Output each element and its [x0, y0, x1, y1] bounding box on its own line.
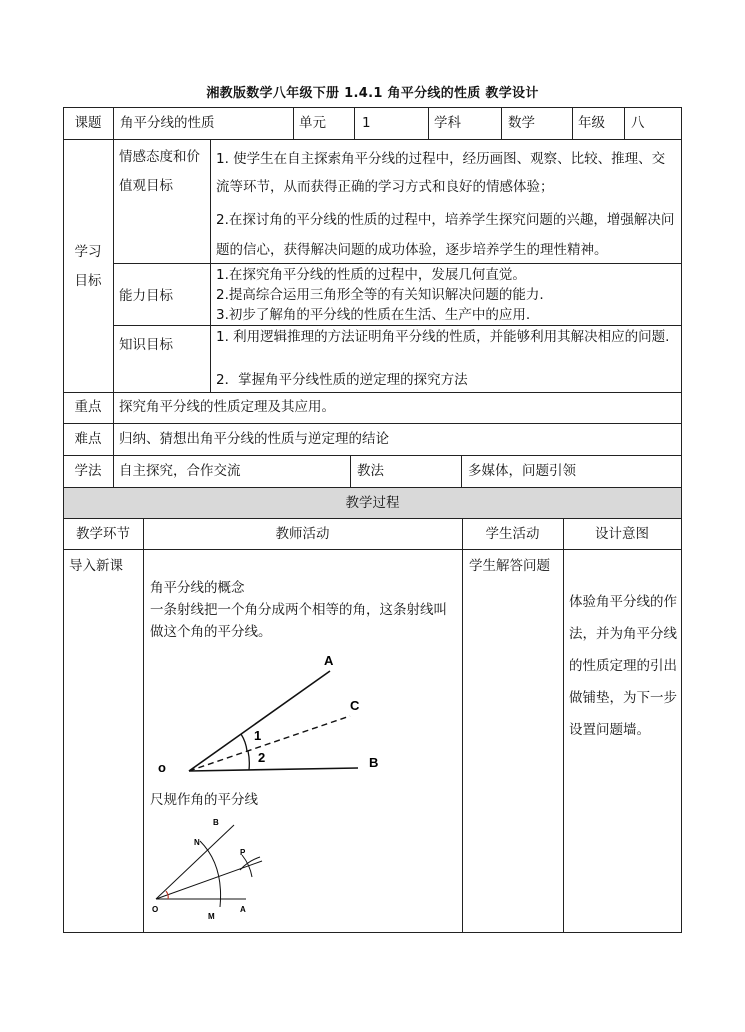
- table-border: [63, 549, 682, 550]
- ability-goal-label: 能力目标: [119, 288, 173, 304]
- concept-text: 一条射线把一个角分成两个相等的角，这条射线叫做这个角的平分线。: [150, 602, 447, 640]
- ability-goal-item: 2.提高综合运用三角形全等的有关知识解决问题的能力.: [216, 287, 544, 303]
- table-border: [63, 107, 682, 108]
- table-border: [501, 107, 502, 139]
- key-point-label: 重点: [74, 399, 102, 415]
- topic-label: 课题: [74, 115, 102, 131]
- angle-1-label: 1: [254, 728, 262, 743]
- label-o: o: [158, 760, 166, 775]
- construction-title: 尺规作角的平分线: [150, 792, 258, 808]
- ray-oc: [189, 716, 350, 771]
- column-header-student: 学生活动: [485, 526, 540, 542]
- bisector-op: [156, 861, 262, 899]
- table-border: [63, 139, 682, 140]
- label-a: A: [240, 905, 246, 914]
- table-border: [462, 518, 463, 933]
- subject-label: 学科: [434, 115, 461, 131]
- teaching-method-label: 教法: [357, 463, 384, 479]
- knowledge-goal-label: 知识目标: [119, 337, 173, 353]
- grade-label: 年级: [578, 115, 605, 131]
- emotion-goal-label: 值观目标: [119, 178, 173, 194]
- angle-bisector-figure: [150, 650, 450, 780]
- table-border: [572, 107, 573, 139]
- table-border: [63, 423, 682, 424]
- learning-method-label: 学法: [74, 463, 102, 479]
- table-border: [293, 107, 294, 139]
- learning-method-value: 自主探究，合作交流: [119, 463, 241, 479]
- column-header-teacher: 教师活动: [275, 526, 330, 542]
- teaching-method-value: 多媒体，问题引领: [468, 463, 576, 479]
- ability-goal-item: 1.在探究角平分线的性质的过程中，发展几何直觉。: [216, 267, 526, 283]
- emotion-goal-item: 2.在探讨角的平分线的性质的过程中，培养学生探究问题的兴趣，增强解决问题的信心，获得解决问题的成功体验，逐步培养学生的理性精神。: [216, 212, 675, 258]
- key-point-value: 探究角平分线的性质定理及其应用。: [119, 399, 335, 415]
- label-m: M: [208, 912, 215, 921]
- table-border: [681, 107, 682, 933]
- unit-label: 单元: [299, 115, 326, 131]
- table-border: [63, 518, 682, 519]
- label-b: B: [369, 755, 379, 770]
- table-border: [350, 455, 351, 487]
- angle-1-arc: [241, 734, 247, 751]
- stage-name: 导入新课: [69, 558, 123, 574]
- table-border: [63, 932, 682, 933]
- angle-2-label: 2: [258, 750, 266, 765]
- table-border: [63, 487, 682, 488]
- ability-goal-item: 3.初步了解角的平分线的性质在生活、生产中的应用.: [216, 307, 531, 323]
- compass-construction-figure: [150, 815, 290, 925]
- table-border: [428, 107, 429, 139]
- table-border: [624, 107, 625, 139]
- process-heading: 教学过程: [345, 495, 400, 511]
- grade-value: 八: [631, 115, 645, 131]
- difficulty-value: 归纳、猜想出角平分线的性质与逆定理的结论: [119, 431, 389, 447]
- objectives-label: 学习: [74, 244, 102, 260]
- subject-value: 数学: [508, 115, 535, 131]
- ray-ob: [156, 825, 234, 899]
- unit-value: 1: [362, 115, 371, 131]
- angle-2-arc: [248, 751, 249, 770]
- table-border: [63, 392, 682, 393]
- column-header-intent: 设计意图: [595, 526, 649, 542]
- label-a: A: [324, 653, 334, 668]
- objectives-label: 目标: [74, 273, 102, 289]
- knowledge-goal-item: 1. 利用逻辑推理的方法证明角平分线的性质，并能够利用其解决相应的问题.: [216, 329, 670, 345]
- concept-title: 角平分线的概念: [150, 580, 245, 596]
- label-c: C: [350, 698, 360, 713]
- table-border: [210, 139, 211, 392]
- table-border: [63, 455, 682, 456]
- table-border: [113, 107, 114, 487]
- emotion-goal-label: 情感态度和价: [119, 149, 200, 165]
- construction-arc: [200, 841, 221, 907]
- label-b: B: [213, 818, 219, 827]
- design-intent: 体验角平分线的作法，并为角平分线的性质定理的引出做铺垫，为下一步设置问题墙。: [569, 594, 677, 738]
- table-border: [354, 107, 355, 139]
- label-p: P: [240, 848, 246, 857]
- emotion-goal-item: 1. 使学生在自主探索角平分线的过程中，经历画图、观察、比较、推理、交流等环节，从而获得正确的学习方式和良好的情感体验；: [216, 151, 666, 195]
- table-border: [461, 455, 462, 487]
- student-activity: 学生解答问题: [469, 558, 550, 574]
- label-n: N: [194, 838, 200, 847]
- topic-value: 角平分线的性质: [120, 115, 215, 131]
- knowledge-goal-item: 2．掌握角平分线性质的逆定理的探究方法: [216, 372, 468, 388]
- table-border: [63, 107, 64, 933]
- difficulty-label: 难点: [74, 431, 102, 447]
- label-o: O: [152, 905, 159, 914]
- table-border: [563, 518, 564, 933]
- document-title: 湘教版数学八年级下册 1.4.1 角平分线的性质 教学设计: [206, 86, 539, 101]
- table-border: [143, 518, 144, 933]
- column-header-stage: 教学环节: [76, 526, 130, 542]
- ray-ob: [189, 768, 358, 771]
